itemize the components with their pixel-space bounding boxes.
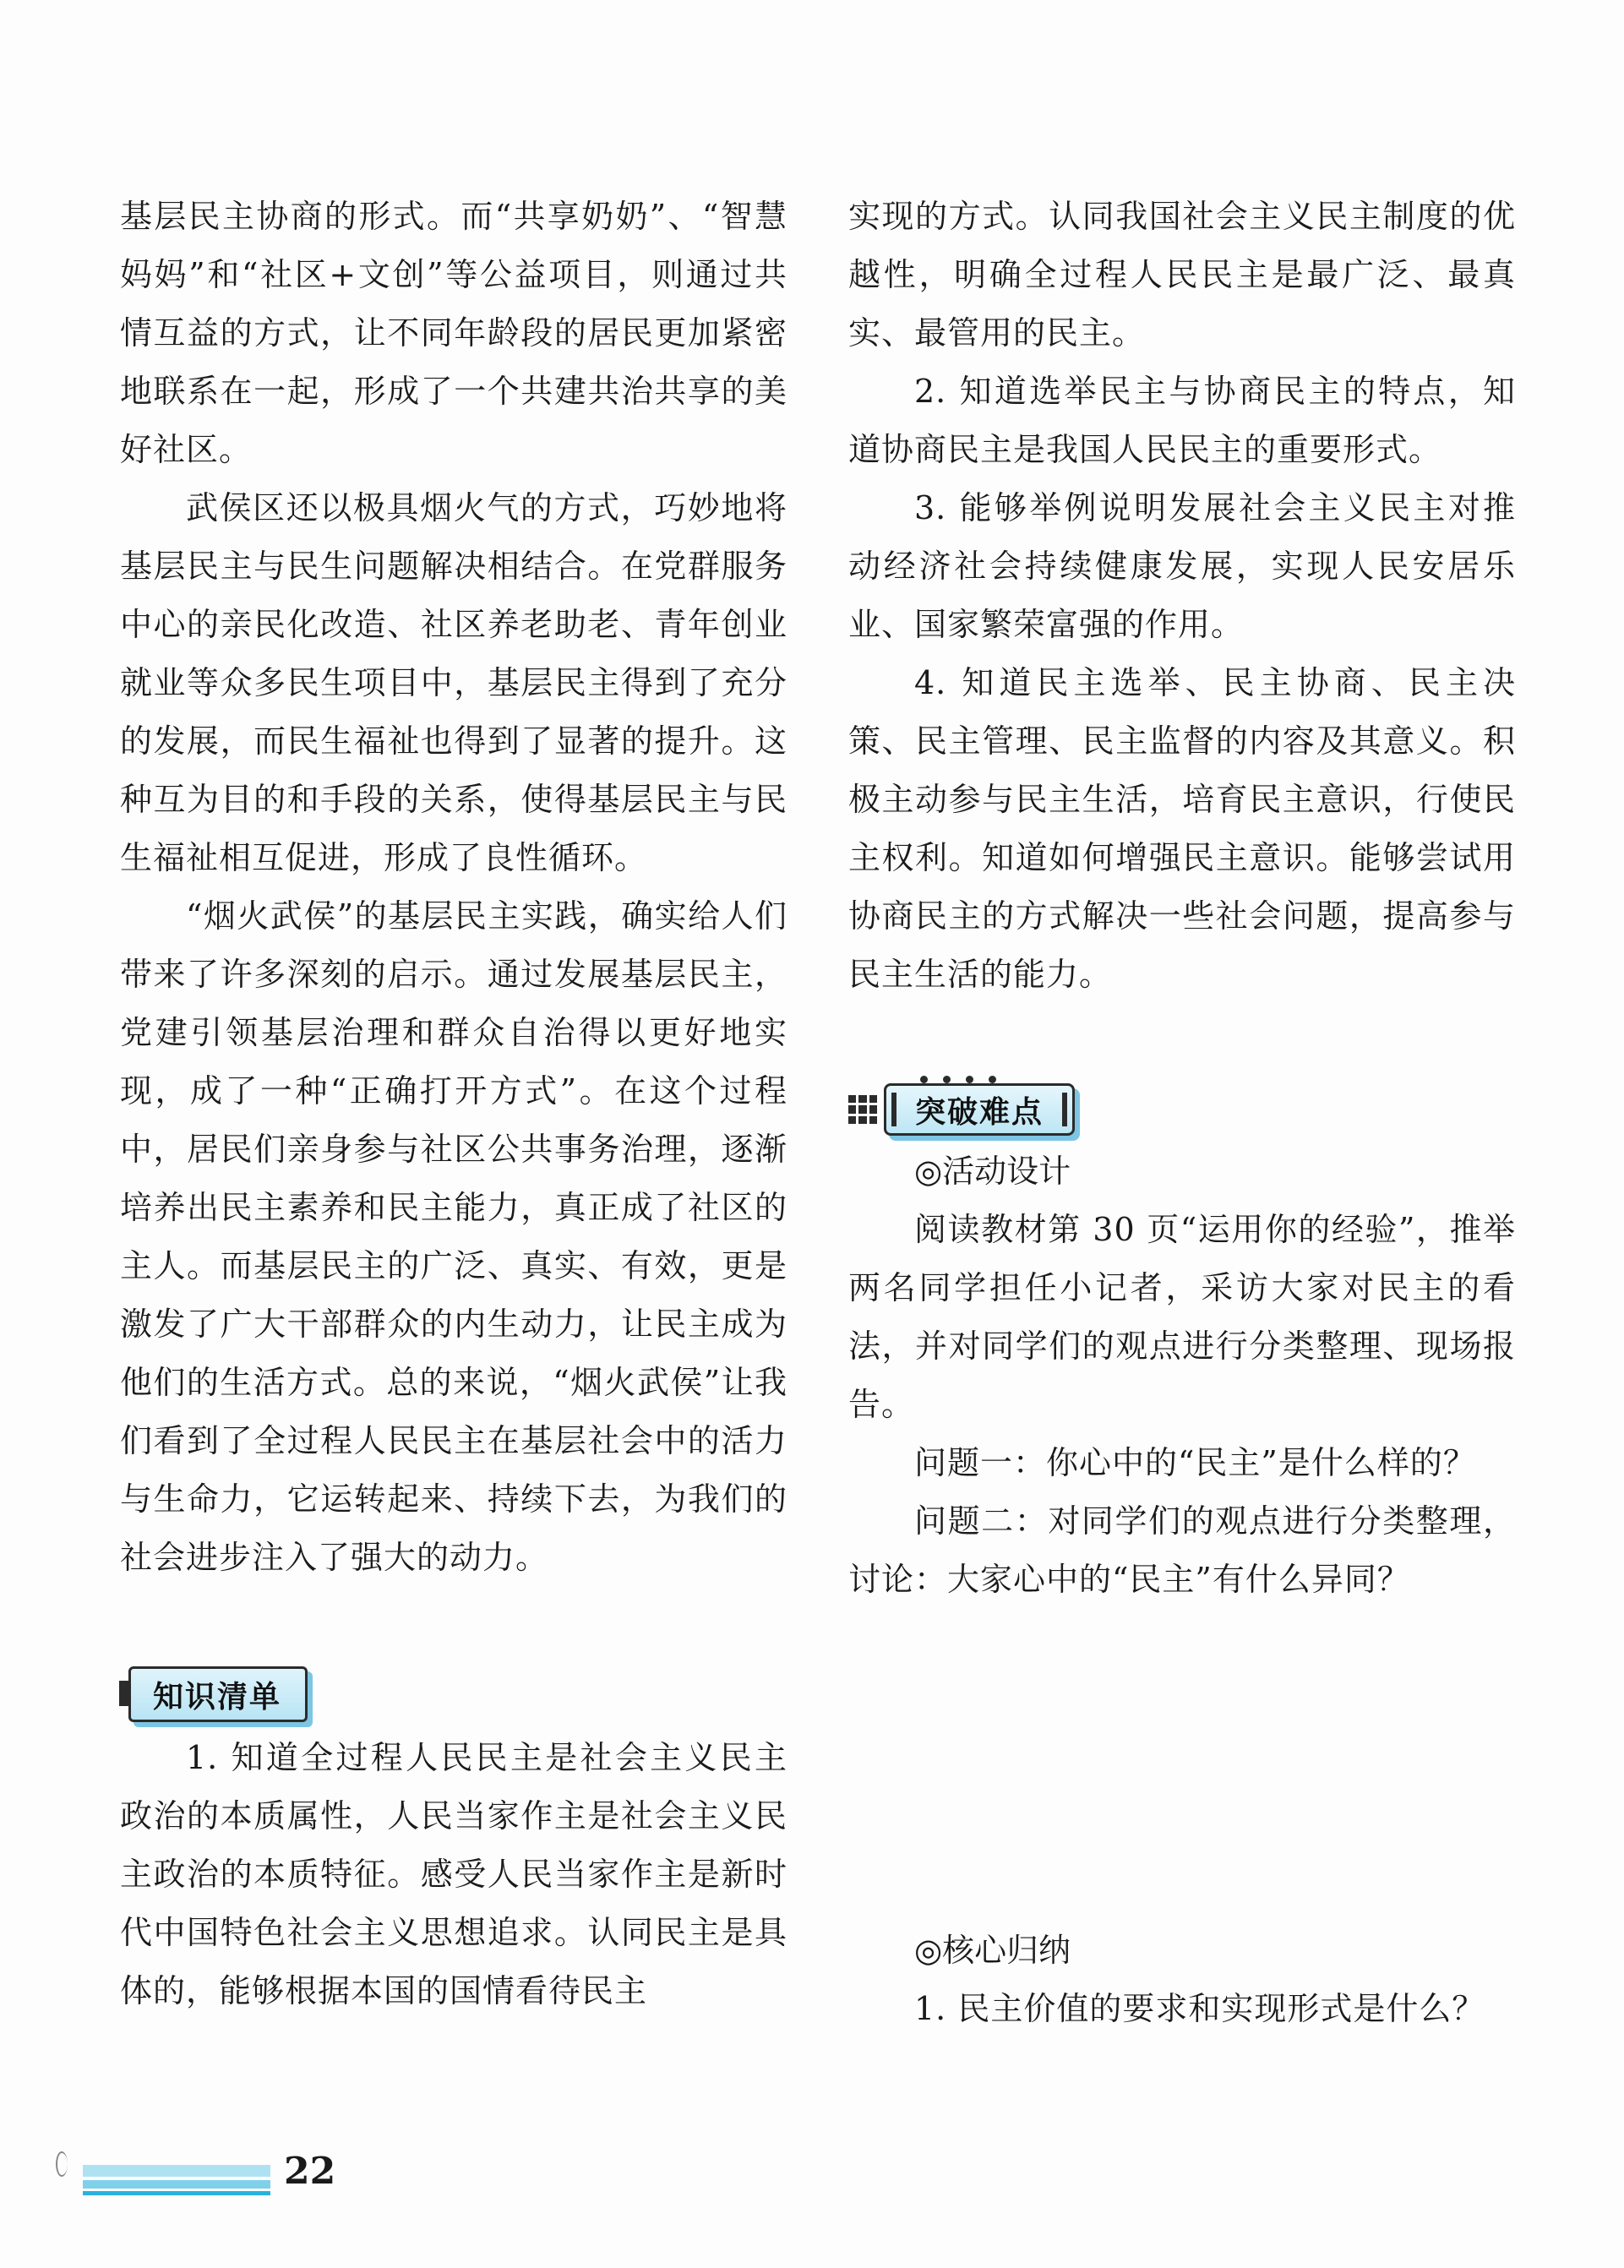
knowledge-item-2: 2. 知道选举民主与协商民主的特点，知道协商民主是我国人民民主的重要形式。: [848, 373, 1516, 468]
section-badge-knowledge-list: [128, 1666, 308, 1722]
activity-text: 阅读教材第 30 页“运用你的经验”，推举两名同学担任小记者，采访大家对民主的看法，并对同学们的观点进行分类整理、现场报告。: [848, 1211, 1516, 1423]
paragraph: “烟火武侯”的基层民主实践，确实给人们带来了许多深刻的启示。通过发展基层民主，党建引领基层治理和群众自治得以更好地实现，成了一种“正确打开方式”。在这个过程中，居民们亲身参与社区公共事务治理，逐渐培养出民主素养和民主能力，真正成了社区的主人。而基层民主的广泛、真实、有效，更是激发了广大干部群众的内生动力，让民主成为他们的生活方式。总的来说，“烟火武侯”让我们看到了全过程人民民主在基层社会中的活力与生命力，它运转起来、持续下去，为我们的社会进步注入了强大的动力。: [120, 897, 787, 1576]
knowledge-item-1: 1. 知道全过程人民民主是社会主义民主政治的本质属性，人民当家作主是社会主义民主政治的本质特征。感受人民当家作主是新时代中国特色社会主义思想追求。认同民主是具体的，能够根据本国的国情看待民主: [120, 1739, 787, 2009]
badge-notch-icon: [119, 1681, 131, 1706]
activity-heading: ◎活动设计: [914, 1153, 1071, 1190]
grid-icon: [848, 1095, 877, 1124]
question-2: 问题二：对同学们的观点进行分类整理，讨论：大家心中的“民主”有什么异同？: [848, 1502, 1516, 1598]
binding-dots-icon: [920, 1076, 996, 1083]
section-badge: [884, 1083, 1075, 1136]
footer-decor-bar: [83, 2153, 270, 2195]
knowledge-item-4: 4. 知道民主选举、民主协商、民主决策、民主管理、民主监督的内容及其意义。积极主动参与民主生活，培育民主意识，行使民主权利。知道如何增强民主意识。能够尝试用协商民主的方式解决一些社会问题，提高参与民主生活的能力。: [848, 664, 1516, 993]
question-1: 问题一：你心中的“民主”是什么样的？: [914, 1444, 1476, 1481]
section-badge-breakthrough: [848, 1083, 1516, 1136]
section-title: 知识清单: [153, 1679, 282, 1715]
footer-mark-icon: [56, 2151, 68, 2177]
knowledge-item-1-continued: 实现的方式。认同我国社会主义民主制度的优越性，明确全过程人民民主是最广泛、最真实、最管用的民主。: [848, 198, 1516, 352]
left-column: [120, 188, 787, 2020]
section-title: 突破难点: [915, 1094, 1044, 1130]
paragraph: 武侯区还以极具烟火气的方式，巧妙地将基层民主与民生问题解决相结合。在党群服务中心的亲民化改造、社区养老助老、青年创业就业等众多民生项目中，基层民主得到了充分的发展，而民生福祉也得到了显著的提升。这种互为目的和手段的关系，使得基层民主与民生福祉相互促进，形成了良性循环。: [120, 489, 787, 876]
right-column: [848, 188, 1516, 2038]
paragraph: 基层民主协商的形式。而“共享奶奶”、“智慧妈妈”和“社区+文创”等公益项目，则通过共情互益的方式，让不同年龄段的居民更加紧密地联系在一起，形成了一个共建共治共享的美好社区。: [120, 198, 787, 468]
knowledge-item-3: 3. 能够举例说明发展社会主义民主对推动经济社会持续健康发展，实现人民安居乐业、国家繁荣富强的作用。: [848, 489, 1516, 643]
page-number: 22: [284, 2150, 336, 2193]
page-footer: [56, 2136, 335, 2195]
summary-heading: ◎核心归纳: [914, 1932, 1071, 1969]
summary-question-1: 1. 民主价值的要求和实现形式是什么？: [914, 1990, 1485, 2027]
